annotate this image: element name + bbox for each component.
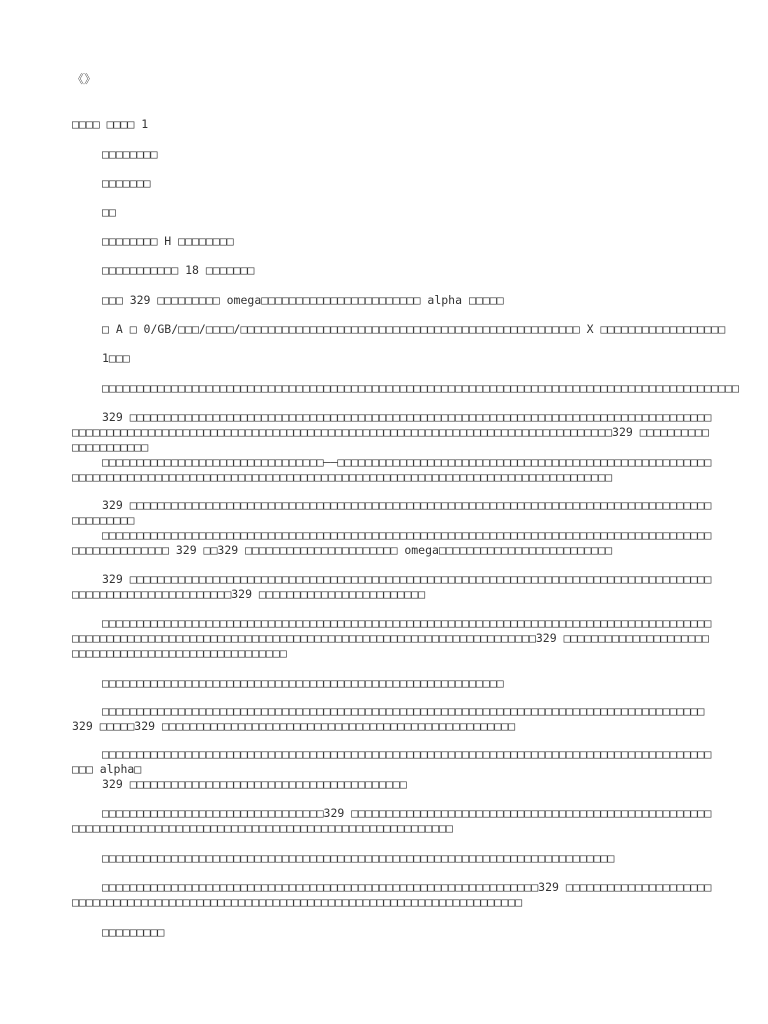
paragraph: □□□□□□□□□ <box>102 925 165 939</box>
paragraph: □□□□□□□□□□□□□□□□□□□□□□□□□□□□□□□□□□□□□□□□□□□□□□□□□□□□□□□□□□□□□□□□□□□□□□□□□□□□□□□□□□□□□□□ 329 □□□□□329 □□□□□□□□□□□□□□□□□□□□□□□□□□□□□□□□□□□□□□□□□□□□□□□□□□□ <box>72 704 705 733</box>
text-line: □□□ 329 □□□□□□□□□ omega□□□□□□□□□□□□□□□□□□□□□□□ alpha □□□□□ <box>102 293 504 307</box>
paragraph: 329 □□□□□□□□□□□□□□□□□□□□□□□□□□□□□□□□□□□□□□□□□□□□□□□□□□□□□□□□□□□□□□□□□□□□□□□□□□□□□□□□□□□□□□□□□□□□□□□□□□□□□□□□□□□□□□□□□□□□□□□□□□□□□□□□□□□□□□□□□□□□□□□□□□□□□□□□□□□□□□□□□□329 □□□□□□□□□□□□□□□□□□□□□ <box>72 410 712 454</box>
text-line: 1□□□ <box>102 351 130 365</box>
text-line: □□□□□□□□ <box>102 147 158 161</box>
text-line: □□□□□□□□□□□□□□□□□□□□□□□□□□□□□□□□□□□□□□□□□□□□□□□□□□□□□□□□□□□□□□□□□□□□□□□□□□□□□□□□□□□□□□□□□□□□ <box>102 381 739 395</box>
text-line: □ A □ 0/GB/□□□/□□□□/□□□□□□□□□□□□□□□□□□□□□□□□□□□□□□□□□□□□□□□□□□□□□□□□□ X □□□□□□□□□□□□□□□□□□ <box>102 322 726 336</box>
paragraph: □□□□□□□□□□□□□□□□□□□□□□□□□□□□□□□□□□□□□□□□□□□□□□□□□□□□□□□□□□□□□□□□□□□□□□□□□□ <box>102 851 615 865</box>
text-line: □□□□□□□ <box>102 176 151 190</box>
paragraph: □□□□□□□□□□□□□□□□□□□□□□□□□□□□□□□□□□□□□□□□□□□□□□□□□□□□□□□□□□□□□□□□□□□□□□□□□□□□□□□□□□□□□□□□□□□ alpha□ <box>72 747 712 776</box>
paragraph: □□□□□□□□□□□□□□□□□□□□□□□□□□□□□□□□□□□□□□□□□□□□□□□□□□□□□□□□□□ <box>102 676 504 690</box>
paragraph: □□□□□□□□□□□□□□□□□□□□□□□□□□□□□□□□□□□□□□□□□□□□□□□□□□□□□□□□□□□□□□□□□□□□□□□□□□□□□□□□□□□□□□□□□□□□□□□□□□□□□□□□□□□□□□□□□□□□□□□□□□□□□□□□□□□□□□□□□□□□□□□□□□□□□□□□□□□329 □□□□□□□□□□□□□□□□□□□□□□□□□□□□□□□□□□□□□□□□□□□□□□□□□□□□ <box>72 616 712 660</box>
paragraph: 329 □□□□□□□□□□□□□□□□□□□□□□□□□□□□□□□□□□□□□□□□□□□□□□□□□□□□□□□□□□□□□□□□□□□□□□□□□□□□□□□□□□□□□□□□□□□□□ <box>72 498 712 527</box>
paragraph: □□□□□□□□□□□□□□□□□□□□□□□□□□□□□□□□——□□□□□□□□□□□□□□□□□□□□□□□□□□□□□□□□□□□□□□□□□□□□□□□□□□□□□□□□□□□□□□□□□□□□□□□□□□□□□□□□□□□□□□□□□□□□□□□□□□□□□□□□□□□□□□□□□□□□□□□□□□□□□□□□□□□□ <box>72 455 712 484</box>
document-heading: □□□□ □□□□ 1 <box>72 117 149 131</box>
text-line: □□ <box>102 205 116 219</box>
text-line: □□□□□□□□□□□ 18 □□□□□□□ <box>102 263 255 277</box>
paragraph: 329 □□□□□□□□□□□□□□□□□□□□□□□□□□□□□□□□□□□□□□□□ <box>102 777 407 791</box>
document-mark: 《》 <box>72 72 97 86</box>
text-line: □□□□□□□□ H □□□□□□□□ <box>102 234 234 248</box>
paragraph: □□□□□□□□□□□□□□□□□□□□□□□□□□□□□□□□329 □□□□□□□□□□□□□□□□□□□□□□□□□□□□□□□□□□□□□□□□□□□□□□□□□□□□□□□□□□□□□□□□□□□□□□□□□□□□□□□□□□□□□□□□□□□□□□□□□□□□□□□□□□□ <box>72 806 712 835</box>
paragraph: 329 □□□□□□□□□□□□□□□□□□□□□□□□□□□□□□□□□□□□□□□□□□□□□□□□□□□□□□□□□□□□□□□□□□□□□□□□□□□□□□□□□□□□□□□□□□□□□□□□□□□□□□□□□□□329 □□□□□□□□□□□□□□□□□□□□□□□□ <box>72 572 712 601</box>
paragraph: □□□□□□□□□□□□□□□□□□□□□□□□□□□□□□□□□□□□□□□□□□□□□□□□□□□□□□□□□□□□□□□329 □□□□□□□□□□□□□□□□□□□□□□□□□□□□□□□□□□□□□□□□□□□□□□□□□□□□□□□□□□□□□□□□□□□□□□□□□□□□□□□□□□□□□□ <box>72 880 712 909</box>
paragraph: □□□□□□□□□□□□□□□□□□□□□□□□□□□□□□□□□□□□□□□□□□□□□□□□□□□□□□□□□□□□□□□□□□□□□□□□□□□□□□□□□□□□□□□□□□□□□□□□□□□□□□ 329 □□329 □□□□□□□□□□□□□□□□□□□□□□ omega□□□□□□□□□□□□□□□□□□□□□□□□□ <box>72 528 712 557</box>
